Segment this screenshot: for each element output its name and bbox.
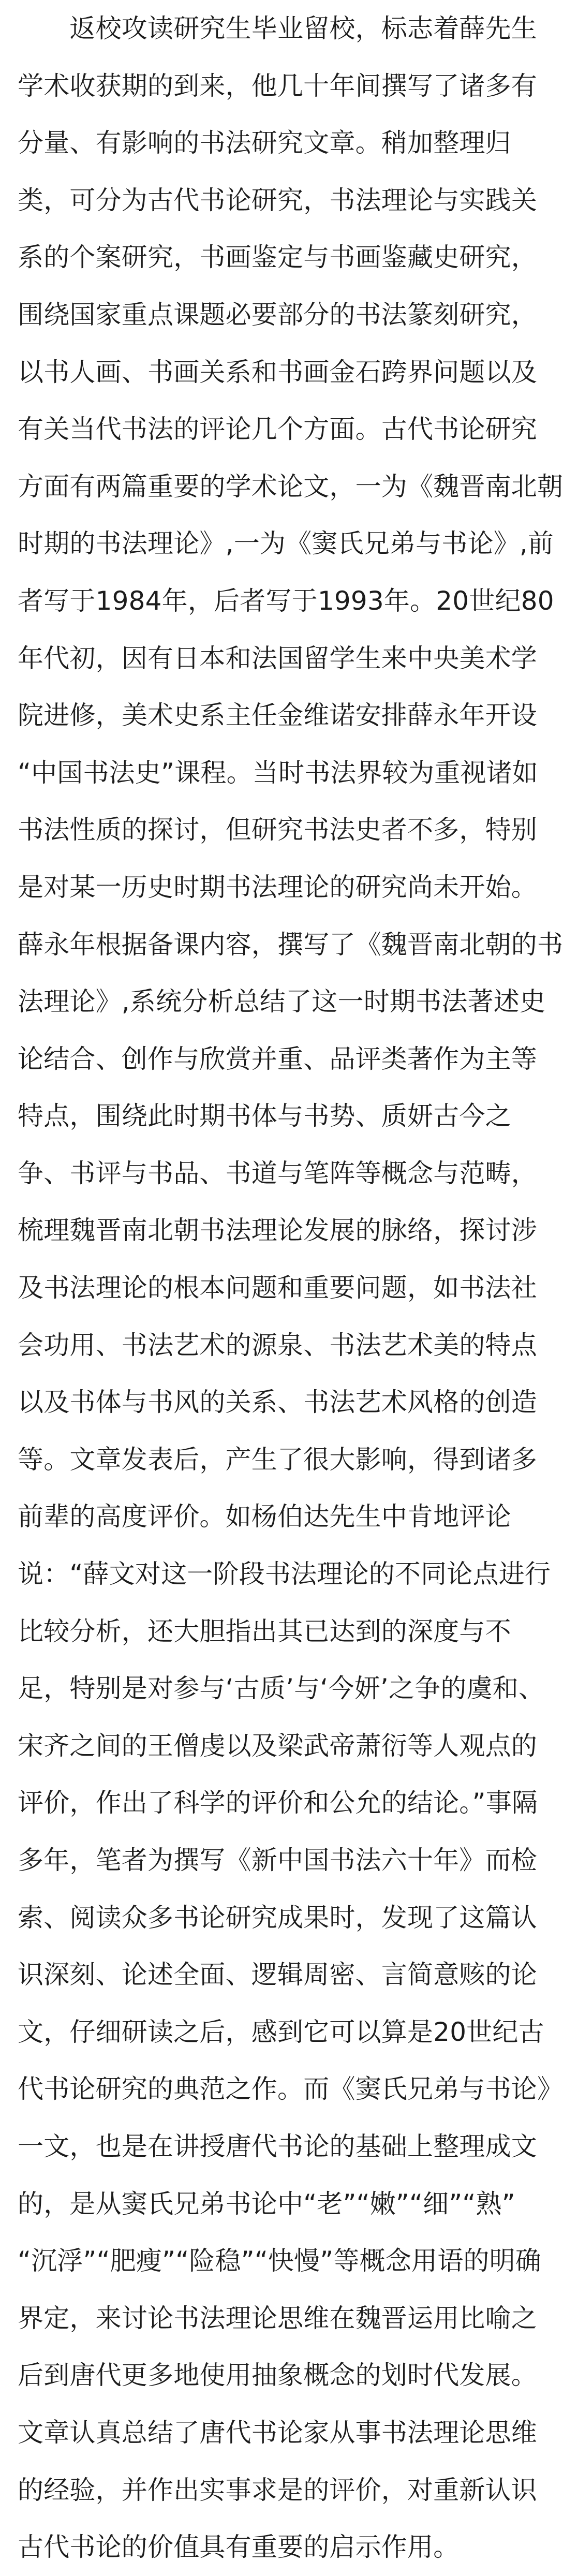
text-line: 评价，作出了科学的评价和公允的结论。”事隔 — [18, 1788, 538, 1818]
text-line: 前辈的高度评价。如杨伯达先生中肯地评论 — [18, 1502, 511, 1532]
text-line: 特点，围绕此时期书体与书势、质妍古今之 — [18, 1101, 511, 1131]
text-line: 梳理魏晋南北朝书法理论发展的脉络，探讨涉 — [18, 1215, 537, 1246]
text-line: 的经验，并作出实事求是的评价，对重新认识 — [18, 2475, 537, 2505]
text-line: 索、阅读众多书论研究成果时，发现了这篇认 — [18, 1902, 537, 1933]
text-line: 法理论》,系统分析总结了这一时期书法著述史 — [18, 987, 546, 1017]
text-line: 文，仔细研读之后，感到它可以算是20世纪古 — [18, 2016, 544, 2047]
text-line: 时期的书法理论》,一为《窦氏兄弟与书论》,前 — [18, 528, 554, 559]
text-line: 方面有两篇重要的学术论文，一为《魏晋南北朝 — [18, 471, 563, 502]
text-line: 及书法理论的根本问题和重要问题，如书法社 — [18, 1273, 537, 1303]
text-line: 院进修，美术史系主任金维诺安排薛永年开设 — [18, 700, 537, 731]
text-line: 书法性质的探讨，但研究书法史者不多，特别 — [18, 815, 537, 845]
text-line: 的，是从窦氏兄弟书论中“老”“嫩”“细”“熟” — [18, 2188, 515, 2219]
text-line: 返校攻读研究生毕业留校，标志着薛先生 — [18, 13, 537, 43]
text-line: 等。文章发表后，产生了很大影响，得到诸多 — [18, 1444, 537, 1475]
text-line: 年代初，因有日本和法国留学生来中央美术学 — [18, 643, 537, 673]
text-line: 界定，来讨论书法理论思维在魏晋运用比喻之 — [18, 2303, 537, 2333]
text-line: 以书人画、书画关系和书画金石跨界问题以及 — [18, 357, 537, 387]
text-line: 古代书论的价值具有重要的启示作用。 — [18, 2532, 460, 2563]
text-line: 论结合、创作与欣赏并重、品评类著作为主等 — [18, 1043, 537, 1074]
text-line: 以及书体与书风的关系、书法艺术风格的创造 — [18, 1387, 537, 1418]
text-line: 比较分析，还大胆指出其已达到的深度与不 — [18, 1616, 511, 1646]
text-line: 类，可分为古代书论研究，书法理论与实践关 — [18, 185, 537, 215]
text-line: 薛永年根据备课内容，撰写了《魏晋南北朝的书 — [18, 929, 563, 960]
text-line: 围绕国家重点课题必要部分的书法篆刻研究， — [18, 299, 537, 330]
article-body — [18, 0, 563, 2563]
text-line: 说：“薛文对这一阶段书法理论的不同论点进行 — [18, 1559, 551, 1589]
text-line: 分量、有影响的书法研究文章。稍加整理归 — [18, 128, 511, 158]
text-line: 会功用、书法艺术的源泉、书法艺术美的特点 — [18, 1330, 537, 1360]
text-line: 学术收获期的到来，他几十年间撰写了诸多有 — [18, 70, 537, 101]
text-line: 足，特别是对参与‘古质’与‘今妍’之争的虞和、 — [18, 1673, 545, 1704]
text-line: 代书论研究的典范之作。而《窦氏兄弟与书论》 — [18, 2074, 563, 2104]
text-line: 有关当代书法的评论几个方面。古代书论研究 — [18, 414, 537, 445]
text-line: 是对某一历史时期书法理论的研究尚未开始。 — [18, 872, 537, 902]
text-line: 识深刻、论述全面、逻辑周密、言简意赅的论 — [18, 1960, 537, 1990]
text-line: 者写于1984年，后者写于1993年。20世纪80 — [18, 585, 554, 616]
text-line: 多年，笔者为撰写《新中国书法六十年》而检 — [18, 1845, 537, 1875]
text-line: 宋齐之间的王僧虔以及梁武帝萧衍等人观点的 — [18, 1730, 537, 1761]
text-line: “沉浮”“肥瘦”“险稳”“快慢”等概念用语的明确 — [18, 2246, 542, 2276]
text-line: 后到唐代更多地使用抽象概念的划时代发展。 — [18, 2360, 537, 2391]
text-line: 文章认真总结了唐代书论家从事书法理论思维 — [18, 2417, 537, 2448]
text-line: “中国书法史”课程。当时书法界较为重视诸如 — [18, 757, 539, 788]
text-line: 一文，也是在讲授唐代书论的基础上整理成文 — [18, 2131, 537, 2161]
text-line: 争、书评与书品、书道与笔阵等概念与范畴， — [18, 1158, 537, 1188]
text-line: 系的个案研究，书画鉴定与书画鉴藏史研究， — [18, 242, 537, 273]
